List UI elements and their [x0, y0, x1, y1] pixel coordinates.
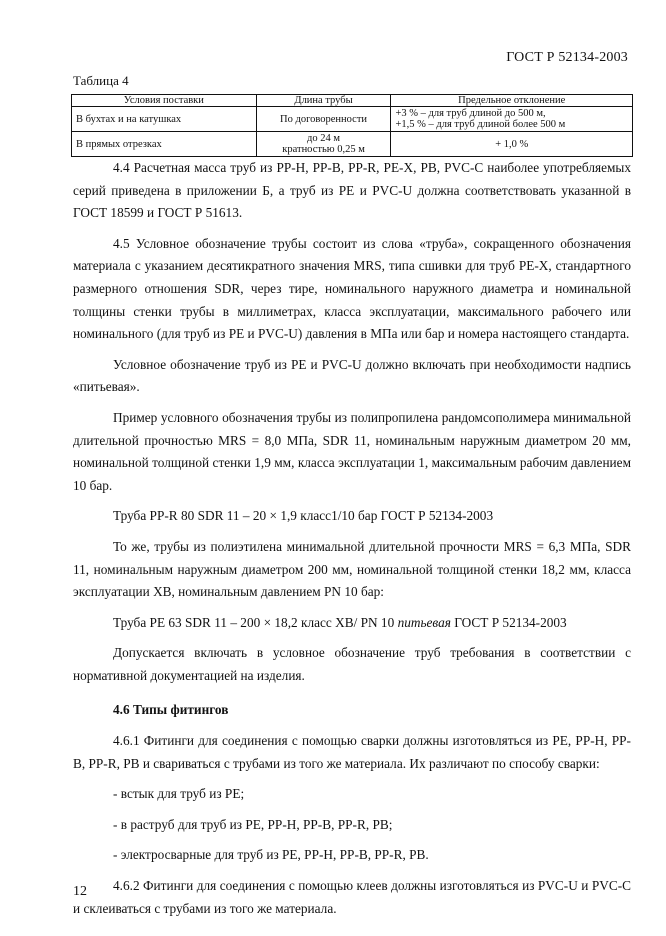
- paragraph-4-6-1: 4.6.1 Фитинги для соединения с помощью сварки должны изготовляться из PE, PP-H, PP-B, PP-R, PB и свариваться с трубами из того же материала. Их различают по способу сварки:: [73, 733, 631, 771]
- column-header: Предельное отклонение: [391, 95, 633, 107]
- table-row: [72, 132, 633, 157]
- column-header: Условия поставки: [72, 95, 257, 107]
- standard-code: ГОСТ Р 52134-2003: [506, 50, 628, 65]
- table-cell: [391, 107, 633, 132]
- designation-prefix: Труба PE 63 SDR 11 – 200 × 18,2 класс ХВ/ PN 10: [113, 614, 398, 630]
- paragraph-drinking: Условное обозначение труб из PE и PVC-U должно включать при необходимости надпись «питьевая».: [73, 356, 631, 395]
- table-cell: [256, 132, 391, 157]
- table-cell: + 1,0 %: [391, 132, 633, 157]
- delivery-conditions-table: [71, 94, 633, 157]
- paragraph-4-6-2: 4.6.2 Фитинги для соединения с помощью клеев должны изготовляться из PVC-U и PVC-C и склеиваться с трубами из того же материала.: [73, 878, 631, 916]
- table-row: [72, 107, 633, 132]
- column-header: Длина трубы: [256, 95, 391, 107]
- list-item: - электросварные для труб из PE, PP-H, PP-B, PP-R, PB.: [113, 847, 429, 863]
- paragraph-4-5: 4.5 Условное обозначение трубы состоит из слова «труба», сокращенного обозначения материала с указанием десятикратного значения MRS, типа сшивки для труб PE-X, стандартного размерного отношения SDR, через тире, номинального наружного диаметра и номинальной толщины стенки трубы в миллиметрах, класса эксплуатации, максимального рабочего или номинального (для труб из PE и PVC-U) давления в МПа или бар и номера настоящего стандарта.: [73, 235, 631, 342]
- designation-drinking-word: питьевая: [397, 614, 451, 630]
- page-number: 12: [73, 884, 87, 899]
- paragraph-example-1: Пример условного обозначения трубы из полипропилена рандомсополимера минимальной длительной прочностью MRS = 8,0 МПа, SDR 11, номинальным наружным диаметром 20 мм, номинальной толщиной стенки 1,9 мм, класса эксплуатации 1, максимальным рабочим давлением 10 бар.: [73, 409, 631, 493]
- deviation-line: +1,5 % – для труб длиной более 500 м: [395, 119, 566, 130]
- deviation-line: +3 % – для труб длиной до 500 м,: [395, 108, 546, 119]
- table-cell: В бухтах и на катушках: [72, 107, 257, 132]
- body-text: [73, 157, 631, 920]
- length-line: до 24 м: [307, 133, 341, 144]
- section-heading-4-6: 4.6 Типы фитингов: [113, 702, 229, 718]
- designation-suffix: ГОСТ Р 52134-2003: [450, 614, 567, 630]
- table-cell: По договоренности: [256, 107, 391, 132]
- list-item: - в раструб для труб из PE, PP-H, PP-B, PP-R, PB;: [113, 816, 393, 832]
- table-header-row: [72, 95, 633, 107]
- table-cell: В прямых отрезках: [72, 132, 257, 157]
- list-item: - встык для труб из PE;: [113, 786, 245, 802]
- table-caption: Таблица 4: [73, 73, 129, 88]
- length-line: кратностью 0,25 м: [282, 144, 365, 155]
- designation-example-2: [73, 612, 631, 635]
- paragraph-example-2: То же, трубы из полиэтилена минимальной длительной прочности MRS = 6,3 МПа, SDR 11, номинальным наружным диаметром 200 мм, номинальной толщиной стенки 18,2 мм, класса эксплуатации ХВ, номинальным давлением PN 10 бар:: [73, 538, 631, 600]
- designation-example-1: Труба PP-R 80 SDR 11 – 20 × 1,9 класс1/10 бар ГОСТ Р 52134-2003: [113, 508, 494, 524]
- paragraph-allowed: Допускается включать в условное обозначение труб требования в соответствии с нормативной документацией на изделия.: [73, 645, 631, 683]
- paragraph-4-4: 4.4 Расчетная масса труб из PP-H, PP-B, PP-R, PE-X, PB, PVC-C наиболее употребляемых серий приведена в приложении Б, а труб из PE и PVC-U должна соответствовать указанной в ГОСТ 18599 и ГОСТ Р 51613.: [73, 160, 631, 221]
